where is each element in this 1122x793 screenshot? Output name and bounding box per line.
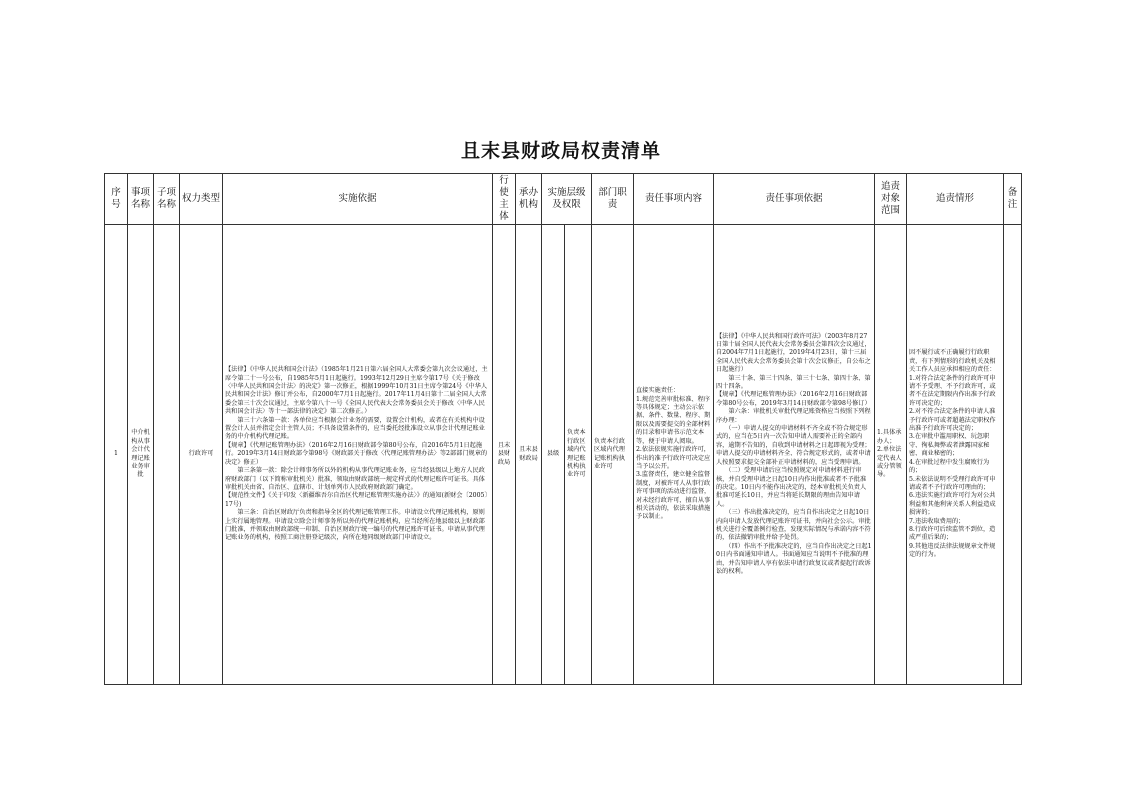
page-title: 且末县财政局权责清单 xyxy=(460,140,661,162)
cell-level xyxy=(542,225,592,685)
header-accountability-cases: 追责情形 xyxy=(907,174,1004,225)
header-item-name: 事项名称 xyxy=(128,174,154,225)
responsibility-table xyxy=(104,173,1022,685)
header-power-type: 权力类型 xyxy=(180,174,223,225)
cell-level-scope: 负责本行政区域内代理记账机构执业许可 xyxy=(564,225,591,684)
cell-sub-item-name xyxy=(154,225,180,685)
header-dept-duty: 部门职责 xyxy=(592,174,634,225)
cell-remark xyxy=(1004,225,1022,685)
header-subject: 行使主体 xyxy=(493,174,516,225)
header-accountability-scope: 追责对象范围 xyxy=(875,174,907,225)
header-undertaker: 承办机构 xyxy=(516,174,542,225)
header-seq: 序号 xyxy=(105,174,128,225)
cell-accountability-scope: 1.具体承办人； 2.单位法定代表人或分管领导。 xyxy=(875,225,907,685)
cell-level-text: 县级 xyxy=(546,450,560,458)
header-resp-basis: 责任事项依据 xyxy=(714,174,875,225)
cell-item-name: 中介机构从事会计代理记账业务审批 xyxy=(128,225,154,685)
cell-basis: 【法律】《中华人民共和国会计法》（1985年1月21日第六届全国人大常委会第九次会议通过，主席令第二十一号公布，自1985年5月1日起施行。1993年12月29日主席令第17号《关于修改〈中华人民共和国会计法〉的决定》第一次修正，根据1999年10月31日主席令第24号《中华人民共和国会计法》修订并公布，自2000年7月1日起施行。2017年11月4日第十二届全国人大常委会第三十次会议通过，主席令第八十一号《全国人民代表大会常务委员会关于修改〈中华人民共和国会计法〉等十一部法律的决定》第二次修正。） 第三十六条第一款：各单位应当根据会计业务的需要，设置会计机构，或者在有关机构中设置会计人员并指定会计主管人员；不具备设置条件的，应当委托经批准设立从事会计代理记账业务的中介机构代理记账。 【规章】《代理记账管理办法》（2016年2月16日财政部令第80号公布，自2016年5月1日起施行。2019年3月14日财政部令第98号《财政部关于修改〈代理记账管理办法〉等2部部门规章的决定》修正） 第三条第一款：除会计师事务所以外的机构从事代理记账业务，应当经县级以上地方人民政府财政部门（以下简称审批机关）批准，领取由财政部统一规定样式的代理记账许可证书。具体审批机关由省、自治区、直辖市、计划单列市人民政府财政部门确定。 【规范性文件】《关于印发〈新疆维吾尔自治区代理记账管理实施办法〉》的通知(新财会〔2005〕17号) 第三条：自治区财政厅负责和指导全区的代理记账管理工作。申请设立代理记账机构，原则上实行属地管理。申请设立除会计师事务所以外的代理记账机构，应当经所在地县级以上财政部门批准，并领取由财政部统一印制、自治区财政厅统一编号的代理记账许可证书。申请从事代理记账业务的机构，按照工商注册登记级次，向所在地同级财政部门申请设立。 xyxy=(223,225,493,685)
header-remark: 备注 xyxy=(1004,174,1022,225)
cell-resp-basis: 【法律】《中华人民共和国行政许可法》（2003年8月27日第十届全国人民代表大会常务委员会第四次会议通过，自2004年7月1日起施行，2019年4月23日，第十三届全国人民代表大会常务委员会第十次会议修正，自公布之日起施行） 第三十条、第三十四条、第三十七条、第四十条、第四十四条。 【规章】《代理记账管理办法》（2016年2月16日财政部令第80号公布，2019年3月14日财政部令第98号修订） 第六条：审批机关审批代理记账资格应当按照下列程序办理： （一）申请人提交的申请材料不齐全或不符合规定形式的，应当在5日内一次告知申请人需要补正的全部内容，逾期不告知的，自收到申请材料之日起即视为受理；申请人提交的申请材料齐全、符合规定形式的，或者申请人按照要求提交全部补正申请材料的，应当受理申请。 （二）受理申请后应当按照规定对申请材料进行审核，并自受理申请之日起10日内作出批准或者不予批准的决定。10日内不能作出决定的，经本审批机关负责人批准可延长10日，并应当将延长期限的理由告知申请人。 （三）作出批准决定的，应当自作出决定之日起10日内向申请人发放代理记账许可证书，并向社会公示。审批机关进行全覆盖例行检查，发现实际情况与承诺内容不符的，依法撤销审批并给予处罚。 （四）作出不予批准决定的，应当自作出决定之日起10日内书面通知申请人。书面通知应当说明不予批准的理由，并告知申请人享有依法申请行政复议或者提起行政诉讼的权利。 xyxy=(714,225,875,685)
cell-subject: 且末县财政局 xyxy=(493,225,516,685)
table-row xyxy=(105,225,1022,685)
cell-dept-duty: 负责本行政区域内代理记账机构执业许可 xyxy=(592,225,634,685)
cell-undertaker: 且末县财政局 xyxy=(516,225,542,685)
header-basis: 实施依据 xyxy=(223,174,493,225)
header-row xyxy=(105,174,1022,225)
cell-seq: 1 xyxy=(105,225,128,685)
cell-accountability-cases: 因不履行或不正确履行行政职责，有下列情形的行政机关及相关工作人员应承担相应的责任： 1.对符合法定条件的行政许可申请不予受理、不予行政许可，或者不在法定期限内作出准予行政许可决定的； 2.对不符合法定条件的申请人准予行政许可或者超越法定职权作出准予行政许可决定的； 3.在审批中滥用职权、玩忽职守、徇私舞弊或者泄露国家秘密、商业秘密的； 4.在审批过程中发生腐败行为的； 5.未依法说明不受理行政许可申请或者不予行政许可理由的； 6.违法实施行政许可行为对公共利益和其他利害关系人利益造成损害的； 7.违法收取费用的； 8.行政许可后续监管不到位，造成严重后果的； 9.其他违反法律法规规章文件规定的行为。 xyxy=(907,225,1004,685)
cell-power-type: 行政许可 xyxy=(180,225,223,685)
header-resp-content: 责任事项内容 xyxy=(634,174,714,225)
cell-resp-content: 直接实施责任： 1.规范完善审批标准、程序等具体规定；主动公示依据、条件、数量、程序、期限以及需要提交的全部材料的目录和申请书示范文本等，便于申请人阅取。 2.依法依规实施行政许可，作出的准予行政许可决定应当予以公开。 3.监督责任，建立健全监督制度，对被许可人从事行政许可事项的活动进行监督，对未经行政许可，擅自从事相关活动的，依法采取措施予以制止。 xyxy=(634,225,714,685)
header-level: 实施层级及权限 xyxy=(542,174,592,225)
header-sub-item-name: 子项名称 xyxy=(154,174,180,225)
